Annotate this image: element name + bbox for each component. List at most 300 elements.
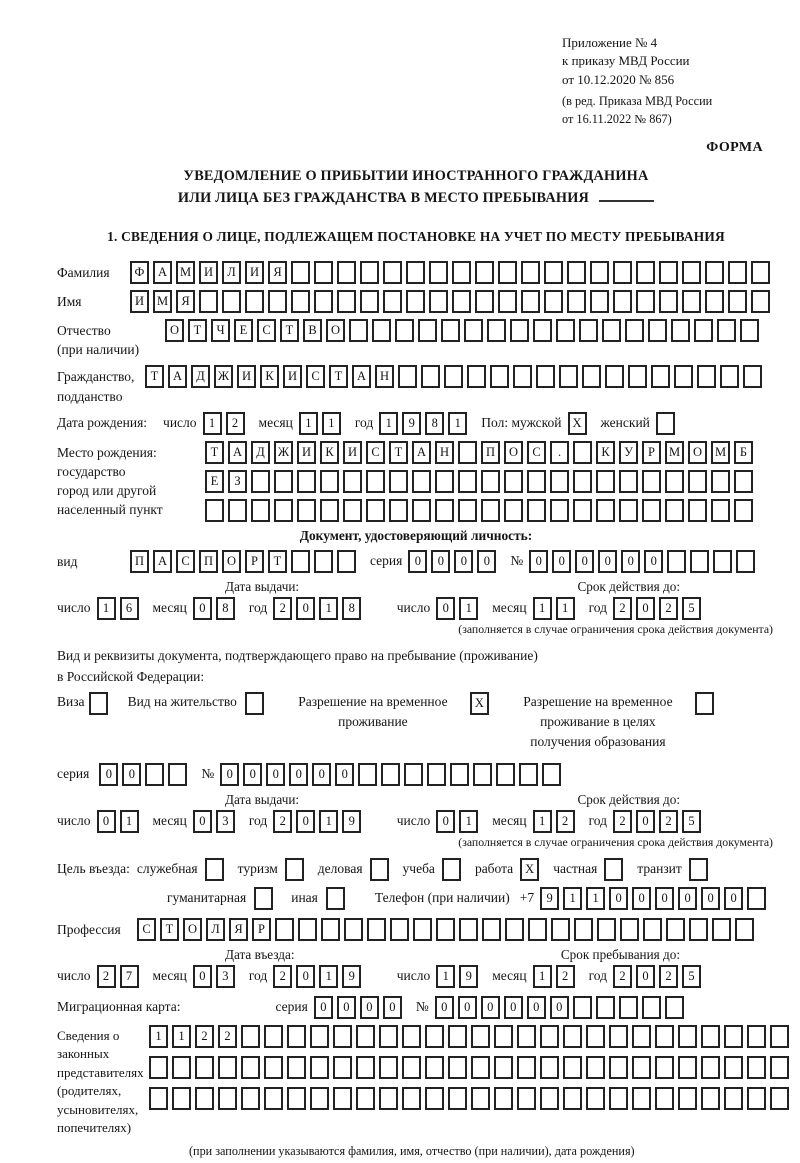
form-cell xyxy=(172,1087,191,1110)
entry-date-group: число 2 7 месяц 0 3 год 2 0 1 9 xyxy=(57,965,365,988)
form-cell xyxy=(370,858,389,881)
form-cell xyxy=(596,996,615,1019)
form-cell xyxy=(406,261,425,284)
form-cell: 0 xyxy=(644,550,663,573)
form-cell xyxy=(366,470,385,493)
form-cell xyxy=(251,470,270,493)
form-cell: И xyxy=(283,365,302,388)
migcard-series-label: серия xyxy=(275,999,308,1015)
form-cell: Т xyxy=(160,918,179,941)
form-cell xyxy=(389,470,408,493)
purpose-official-checkbox xyxy=(205,858,228,881)
form-cell xyxy=(678,1087,697,1110)
form-cell xyxy=(241,1056,260,1079)
migration-card-row xyxy=(57,996,775,1019)
form-cell: 2 xyxy=(556,810,575,833)
iddoc-valid-year-cells xyxy=(613,597,705,620)
form-cell xyxy=(349,319,368,342)
birth-year-cells xyxy=(379,412,471,435)
form-cell xyxy=(367,918,386,941)
resdoc-series-row xyxy=(57,763,775,786)
form-cell xyxy=(398,365,417,388)
form-cell: О xyxy=(165,319,184,342)
form-cell: 2 xyxy=(195,1025,214,1048)
profession-label: Профессия xyxy=(57,921,121,937)
form-cell xyxy=(720,365,739,388)
form-cell xyxy=(648,319,667,342)
form-cell: X xyxy=(520,858,539,881)
purpose-business-checkbox xyxy=(370,858,393,881)
form-cell: 8 xyxy=(216,597,235,620)
form-cell xyxy=(619,470,638,493)
form-cell xyxy=(586,1025,605,1048)
form-cell: 0 xyxy=(575,550,594,573)
patronymic-label: Отчество (при наличии) xyxy=(57,323,140,358)
form-cell: Л xyxy=(222,261,241,284)
form-cell xyxy=(544,290,563,313)
form-cell xyxy=(695,692,714,715)
form-cell xyxy=(471,1056,490,1079)
form-cell xyxy=(689,858,708,881)
form-cell: 1 xyxy=(120,810,139,833)
form-cell xyxy=(406,290,425,313)
purpose-official-label: служебная xyxy=(136,861,198,877)
form-cell xyxy=(395,319,414,342)
form-cell xyxy=(337,261,356,284)
form-cell xyxy=(228,499,247,522)
form-cell: И xyxy=(237,365,256,388)
form-cell: 0 xyxy=(383,996,402,1019)
form-cell: 1 xyxy=(299,412,318,435)
form-cell: С xyxy=(306,365,325,388)
form-cell xyxy=(418,319,437,342)
form-cell: З xyxy=(228,470,247,493)
form-cell: П xyxy=(199,550,218,573)
visa-checkbox xyxy=(89,692,112,715)
form-cell: О xyxy=(688,441,707,464)
form-cell: И xyxy=(343,441,362,464)
form-cell xyxy=(688,470,707,493)
form-cell xyxy=(435,470,454,493)
form-cell xyxy=(314,290,333,313)
temp-residence-label: Разрешение на временное проживание xyxy=(298,693,448,730)
form-cell: 0 xyxy=(408,550,427,573)
form-cell xyxy=(241,1025,260,1048)
form-cell: 1 xyxy=(459,597,478,620)
legal-representatives-cells xyxy=(149,1025,793,1159)
temp-residence-edu-label: Разрешение на временное проживание в целях получения образования xyxy=(523,693,673,750)
iddoc-valid-group: число 0 1 месяц 1 1 год 2 0 2 5 xyxy=(397,597,705,620)
form-cell xyxy=(412,470,431,493)
form-cell xyxy=(199,290,218,313)
form-cell xyxy=(747,887,766,910)
form-cell: О xyxy=(222,550,241,573)
form-cell xyxy=(321,918,340,941)
form-cell xyxy=(701,1087,720,1110)
form-cell xyxy=(636,290,655,313)
form-cell: Т xyxy=(205,441,224,464)
form-cell xyxy=(218,1056,237,1079)
form-cell xyxy=(285,858,304,881)
form-cell: 9 xyxy=(342,810,361,833)
form-cell: 1 xyxy=(533,597,552,620)
form-cell xyxy=(467,365,486,388)
form-cell xyxy=(521,290,540,313)
resdoc-issue-group: число 0 1 месяц 0 3 год 2 0 1 9 xyxy=(57,810,365,833)
form-cell: 0 xyxy=(527,996,546,1019)
visa-option xyxy=(57,692,112,715)
form-cell xyxy=(274,470,293,493)
form-cell xyxy=(619,996,638,1019)
form-cell xyxy=(275,918,294,941)
form-cell: 9 xyxy=(402,412,421,435)
temp-residence-checkbox xyxy=(470,692,493,715)
iddoc-dates-row xyxy=(57,597,775,620)
residence-doc-options xyxy=(57,692,775,753)
form-cell: 8 xyxy=(425,412,444,435)
iddoc-issue-group: число 1 6 месяц 0 8 год 2 0 1 8 xyxy=(57,597,365,620)
day-label: число xyxy=(163,415,197,431)
form-cell xyxy=(736,550,755,573)
form-cell xyxy=(550,499,569,522)
form-cell xyxy=(429,290,448,313)
forma-label: ФОРМА xyxy=(706,140,763,156)
residence-permit-label: Вид на жительство xyxy=(127,693,237,709)
form-cell: Д xyxy=(251,441,270,464)
entry-month-cells xyxy=(193,965,239,988)
purpose-transit-label: транзит xyxy=(637,861,682,877)
form-cell: М xyxy=(665,441,684,464)
purpose-business-label: деловая xyxy=(317,861,363,877)
form-cell xyxy=(254,887,273,910)
form-cell: 0 xyxy=(636,597,655,620)
form-cell xyxy=(533,319,552,342)
form-cell: 5 xyxy=(682,597,701,620)
phone-label: Телефон (при наличии) xyxy=(374,890,510,906)
form-cell xyxy=(505,918,524,941)
patronymic-cells xyxy=(165,319,763,342)
purpose-transit-checkbox xyxy=(689,858,712,881)
form-cell: 9 xyxy=(540,887,559,910)
form-cell xyxy=(590,290,609,313)
section1-heading: 1. СВЕДЕНИЯ О ЛИЦЕ, ПОДЛЕЖАЩЕМ ПОСТАНОВКЕ НА УЧЕТ ПО МЕСТУ ПРЕБЫВАНИЯ xyxy=(107,229,725,245)
form-cell: Я xyxy=(176,290,195,313)
form-cell xyxy=(770,1056,789,1079)
form-cell xyxy=(513,365,532,388)
visa-label: Виза xyxy=(57,693,85,709)
form-cell: 0 xyxy=(504,996,523,1019)
form-cell: 1 xyxy=(459,810,478,833)
form-cell xyxy=(251,499,270,522)
form-cell xyxy=(604,858,623,881)
sex-female-checkbox xyxy=(656,412,679,435)
form-cell xyxy=(642,499,661,522)
entry-date-header: Дата въезда: xyxy=(225,946,295,962)
profession-row xyxy=(57,918,775,941)
form-cell: 0 xyxy=(598,550,617,573)
form-cell xyxy=(442,858,461,881)
form-cell: К xyxy=(596,441,615,464)
iddoc-valid-month-cells xyxy=(533,597,579,620)
form-cell: 0 xyxy=(655,887,674,910)
form-cell xyxy=(337,290,356,313)
form-cell xyxy=(655,1025,674,1048)
form-cell xyxy=(559,365,578,388)
birthplace-row2-cells xyxy=(205,470,757,493)
form-cell: 0 xyxy=(621,550,640,573)
form-cell: Ч xyxy=(211,319,230,342)
form-cell: 0 xyxy=(193,597,212,620)
form-cell: 0 xyxy=(122,763,141,786)
name-label: Имя xyxy=(57,294,82,310)
form-cell: 6 xyxy=(120,597,139,620)
form-cell xyxy=(498,261,517,284)
form-cell xyxy=(379,1087,398,1110)
resdoc-valid-group: число 0 1 месяц 1 2 год 2 0 2 5 xyxy=(397,810,705,833)
form-cell xyxy=(172,1056,191,1079)
name-row xyxy=(57,290,775,313)
form-cell xyxy=(425,1025,444,1048)
form-cell xyxy=(678,1025,697,1048)
form-cell xyxy=(471,1025,490,1048)
form-cell: Н xyxy=(375,365,394,388)
form-cell: К xyxy=(320,441,339,464)
form-cell: Н xyxy=(435,441,454,464)
form-cell xyxy=(360,261,379,284)
form-cell xyxy=(519,763,538,786)
form-cell xyxy=(619,499,638,522)
form-cell xyxy=(579,319,598,342)
legal-note: (при заполнении указываются фамилия, имя, отчество (при наличии), дата рождения) xyxy=(189,1143,635,1158)
form-cell xyxy=(402,1025,421,1048)
form-cell: 0 xyxy=(632,887,651,910)
purpose-tourism-label: туризм xyxy=(237,861,278,877)
form-cell: 0 xyxy=(701,887,720,910)
month-label: месяц xyxy=(258,415,293,431)
form-cell xyxy=(586,1087,605,1110)
form-cell xyxy=(705,261,724,284)
form-cell: 1 xyxy=(97,597,116,620)
form-cell xyxy=(667,550,686,573)
form-cell xyxy=(452,290,471,313)
form-cell xyxy=(89,692,108,715)
form-cell xyxy=(441,319,460,342)
form-cell xyxy=(724,1025,743,1048)
form-cell xyxy=(383,261,402,284)
form-cell xyxy=(510,319,529,342)
resdoc-valid-note-row: (заполняется в случае ограничения срока действия документа) xyxy=(458,834,773,849)
form-cell xyxy=(743,365,762,388)
valid-until-header: Срок действия до: xyxy=(577,578,680,594)
form-cell xyxy=(402,1087,421,1110)
form-cell xyxy=(360,290,379,313)
form-cell: 0 xyxy=(550,996,569,1019)
form-cell xyxy=(444,365,463,388)
form-cell: 0 xyxy=(436,597,455,620)
form-cell xyxy=(458,470,477,493)
form-cell: 0 xyxy=(296,597,315,620)
form-cell xyxy=(740,319,759,342)
form-cell: Ж xyxy=(274,441,293,464)
form-cell xyxy=(586,1056,605,1079)
form-cell xyxy=(459,918,478,941)
resdoc-series-cells xyxy=(99,763,191,786)
form-cell xyxy=(291,290,310,313)
form-cell xyxy=(544,261,563,284)
patronymic-row xyxy=(57,319,775,359)
form-cell xyxy=(728,290,747,313)
form-cell xyxy=(310,1025,329,1048)
iddoc-series-cells xyxy=(408,550,500,573)
form-cell xyxy=(770,1025,789,1048)
header-line: к приказу МВД России xyxy=(562,53,690,69)
form-cell xyxy=(379,1025,398,1048)
form-cell xyxy=(448,1056,467,1079)
form-cell: С xyxy=(527,441,546,464)
form-cell xyxy=(402,1056,421,1079)
form-cell xyxy=(383,290,402,313)
form-cell xyxy=(665,470,684,493)
form-cell: С xyxy=(176,550,195,573)
form-cell: 0 xyxy=(609,887,628,910)
form-cell: 0 xyxy=(636,965,655,988)
form-cell: Е xyxy=(205,470,224,493)
temp-residence-edu-checkbox xyxy=(695,692,718,715)
form-cell: 0 xyxy=(193,810,212,833)
header-line: от 10.12.2020 № 856 xyxy=(562,71,675,87)
form-cell xyxy=(333,1025,352,1048)
form-cell xyxy=(425,1087,444,1110)
entry-day-cells xyxy=(97,965,143,988)
purpose-work-label: работа xyxy=(474,861,514,877)
birthplace-block xyxy=(57,441,775,522)
header-amendment-note xyxy=(562,93,752,128)
form-cell xyxy=(473,763,492,786)
form-cell xyxy=(149,1056,168,1079)
form-cell: 1 xyxy=(319,597,338,620)
residence-permit-checkbox xyxy=(245,692,268,715)
form-cell: 1 xyxy=(149,1025,168,1048)
form-cell xyxy=(333,1056,352,1079)
form-cell: 0 xyxy=(266,763,285,786)
purpose-private-checkbox xyxy=(604,858,627,881)
form-cell: X xyxy=(568,412,587,435)
purpose-other-checkbox xyxy=(326,887,349,910)
form-cell xyxy=(665,499,684,522)
migcard-series-cells xyxy=(314,996,406,1019)
form-cell: 0 xyxy=(243,763,262,786)
form-cell xyxy=(427,763,446,786)
form-cell: 2 xyxy=(273,810,292,833)
legal-row3-cells xyxy=(149,1087,793,1110)
legal-row1-cells xyxy=(149,1025,793,1048)
form-cell xyxy=(504,470,523,493)
form-cell: 0 xyxy=(724,887,743,910)
form-cell: 0 xyxy=(477,550,496,573)
resdoc-valid-month-cells xyxy=(533,810,579,833)
year-label: год xyxy=(354,415,374,431)
form-cell xyxy=(168,763,187,786)
form-cell xyxy=(205,858,224,881)
form-cell xyxy=(596,470,615,493)
purpose-other-label: иная xyxy=(291,890,318,906)
purpose-tourism-checkbox xyxy=(285,858,308,881)
form-cell: 0 xyxy=(552,550,571,573)
sex-male-label: Пол: мужской xyxy=(481,415,562,431)
legal-representatives-block xyxy=(57,1025,775,1159)
form-cell: Р xyxy=(252,918,271,941)
form-cell: 2 xyxy=(556,965,575,988)
form-cell xyxy=(597,918,616,941)
form-cell xyxy=(448,1087,467,1110)
form-cell xyxy=(356,1087,375,1110)
form-cell xyxy=(264,1087,283,1110)
form-cell: 9 xyxy=(342,965,361,988)
form-title-line2: ИЛИ ЛИЦА БЕЗ ГРАЖДАНСТВА В МЕСТО ПРЕБЫВАНИЯ xyxy=(57,188,775,209)
form-cell: Л xyxy=(206,918,225,941)
form-cell xyxy=(458,441,477,464)
form-cell: 1 xyxy=(533,965,552,988)
form-cell: 0 xyxy=(636,810,655,833)
iddoc-date-headers xyxy=(57,579,775,595)
form-cell xyxy=(412,499,431,522)
form-cell: М xyxy=(153,290,172,313)
form-cell xyxy=(264,1025,283,1048)
birth-day-cells xyxy=(203,412,249,435)
form-cell: 8 xyxy=(342,597,361,620)
form-cell: . xyxy=(550,441,569,464)
header-reference xyxy=(562,34,752,128)
form-cell xyxy=(287,1025,306,1048)
issue-date-header: Дата выдачи: xyxy=(225,578,300,594)
form-cell: 0 xyxy=(481,996,500,1019)
form-cell xyxy=(287,1087,306,1110)
form-cell xyxy=(475,261,494,284)
form-cell: В xyxy=(303,319,322,342)
form-cell: 0 xyxy=(220,763,239,786)
form-cell: 0 xyxy=(312,763,331,786)
form-cell: Р xyxy=(642,441,661,464)
residence-doc-paragraph: Вид и реквизиты документа, подтверждающего право на пребывание (проживание) в Российской Федерации: xyxy=(57,647,538,685)
form-cell xyxy=(540,1025,559,1048)
valid-note: (заполняется в случае ограничения срока действия документа) xyxy=(458,621,773,636)
form-cell: Т xyxy=(145,365,164,388)
form-cell xyxy=(145,763,164,786)
form-cell xyxy=(195,1056,214,1079)
purpose-work-checkbox xyxy=(520,858,543,881)
purpose-label: Цель въезда: xyxy=(57,861,130,877)
form-cell xyxy=(381,763,400,786)
form-cell: 1 xyxy=(586,887,605,910)
form-cell xyxy=(711,499,730,522)
form-cell: 1 xyxy=(172,1025,191,1048)
form-cell: 0 xyxy=(436,810,455,833)
form-cell: 2 xyxy=(226,412,245,435)
form-cell xyxy=(494,1087,513,1110)
sex-female-label: женский xyxy=(600,415,650,431)
form-cell: П xyxy=(481,441,500,464)
form-cell xyxy=(326,887,345,910)
form-cell xyxy=(494,1025,513,1048)
form-cell: К xyxy=(260,365,279,388)
form-cell xyxy=(602,319,621,342)
form-cell: 2 xyxy=(273,965,292,988)
migcard-number-cells xyxy=(435,996,688,1019)
form-cell xyxy=(218,1087,237,1110)
form-cell: О xyxy=(504,441,523,464)
form-cell xyxy=(632,1087,651,1110)
form-cell xyxy=(632,1025,651,1048)
